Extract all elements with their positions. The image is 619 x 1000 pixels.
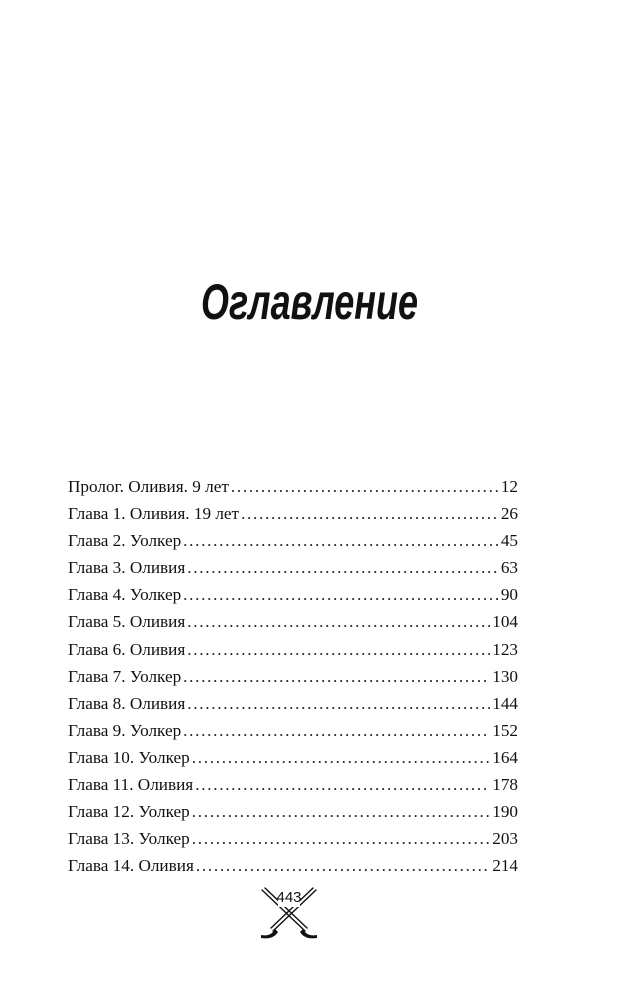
toc-entry <box>68 717 518 744</box>
toc-entry <box>68 771 518 798</box>
dot-leader <box>183 663 490 690</box>
toc-entry <box>68 527 518 554</box>
toc-entry <box>68 825 518 852</box>
toc-entry-page: 152 <box>492 720 518 740</box>
toc-entry-title: Глава 6. Оливия <box>68 639 186 659</box>
toc-entry-title: Глава 10. Уолкер <box>68 747 190 767</box>
toc-entry <box>68 744 518 771</box>
toc-entry-page: 12 <box>500 477 518 496</box>
dot-leader <box>187 608 490 635</box>
toc-entry <box>68 690 518 717</box>
toc-entry-title: Глава 7. Уолкер <box>68 666 182 686</box>
toc-entry-title: Глава 1. Оливия. 19 лет <box>68 504 240 524</box>
toc-entry <box>68 500 518 527</box>
toc-entry <box>68 798 518 825</box>
toc-entry-page: 144 <box>492 693 518 713</box>
toc-entry-title: Глава 14. Оливия <box>68 856 194 876</box>
dot-leader <box>192 798 490 825</box>
toc-entry <box>68 581 518 608</box>
page-folio <box>259 887 319 945</box>
table-of-contents <box>68 473 518 879</box>
toc-entry-title: Глава 9. Уолкер <box>68 720 182 740</box>
toc-entry-page: 203 <box>492 829 518 849</box>
toc-entry-page: 164 <box>492 747 518 767</box>
toc-entry-page: 214 <box>492 856 518 876</box>
dot-leader <box>183 717 490 744</box>
toc-entry-title: Глава 2. Уолкер <box>68 531 182 551</box>
dot-leader <box>241 500 499 527</box>
dot-leader <box>187 554 499 581</box>
dot-leader <box>183 581 499 608</box>
toc-entry-page: 178 <box>492 775 518 795</box>
toc-entry-title: Глава 11. Оливия <box>68 775 194 795</box>
page-title: Оглавление <box>200 274 419 330</box>
dot-leader <box>192 825 490 852</box>
toc-entry <box>68 554 518 581</box>
toc-entry-page: 26 <box>500 504 518 524</box>
toc-entry-page: 63 <box>500 558 518 578</box>
toc-entry <box>68 852 518 879</box>
toc-entry <box>68 608 518 635</box>
dot-leader <box>183 527 499 554</box>
toc-entry-title: Глава 12. Уолкер <box>68 802 190 822</box>
dot-leader <box>187 690 490 717</box>
toc-entry-page: 90 <box>500 585 518 605</box>
dot-leader <box>196 852 490 879</box>
toc-entry-page: 123 <box>492 639 518 659</box>
dot-leader <box>195 771 490 798</box>
toc-entry-title: Глава 13. Уолкер <box>68 829 190 849</box>
toc-entry <box>68 636 518 663</box>
toc-entry-page: 190 <box>492 802 518 822</box>
toc-entry <box>68 663 518 690</box>
toc-entry-page: 104 <box>492 612 518 632</box>
dot-leader <box>187 636 490 663</box>
toc-entry <box>68 473 518 500</box>
toc-entry-title: Глава 3. Оливия <box>68 558 186 578</box>
toc-entry-title: Пролог. Оливия. 9 лет <box>68 477 229 496</box>
toc-entry-title: Глава 8. Оливия <box>68 693 186 713</box>
toc-entry-page: 130 <box>492 666 518 686</box>
toc-entry-title: Глава 4. Уолкер <box>68 585 182 605</box>
toc-entry-page: 45 <box>500 531 518 551</box>
page-number: 443 <box>276 889 302 906</box>
dot-leader <box>192 744 490 771</box>
toc-entry-title: Глава 5. Оливия <box>68 612 186 632</box>
dot-leader <box>231 473 499 500</box>
